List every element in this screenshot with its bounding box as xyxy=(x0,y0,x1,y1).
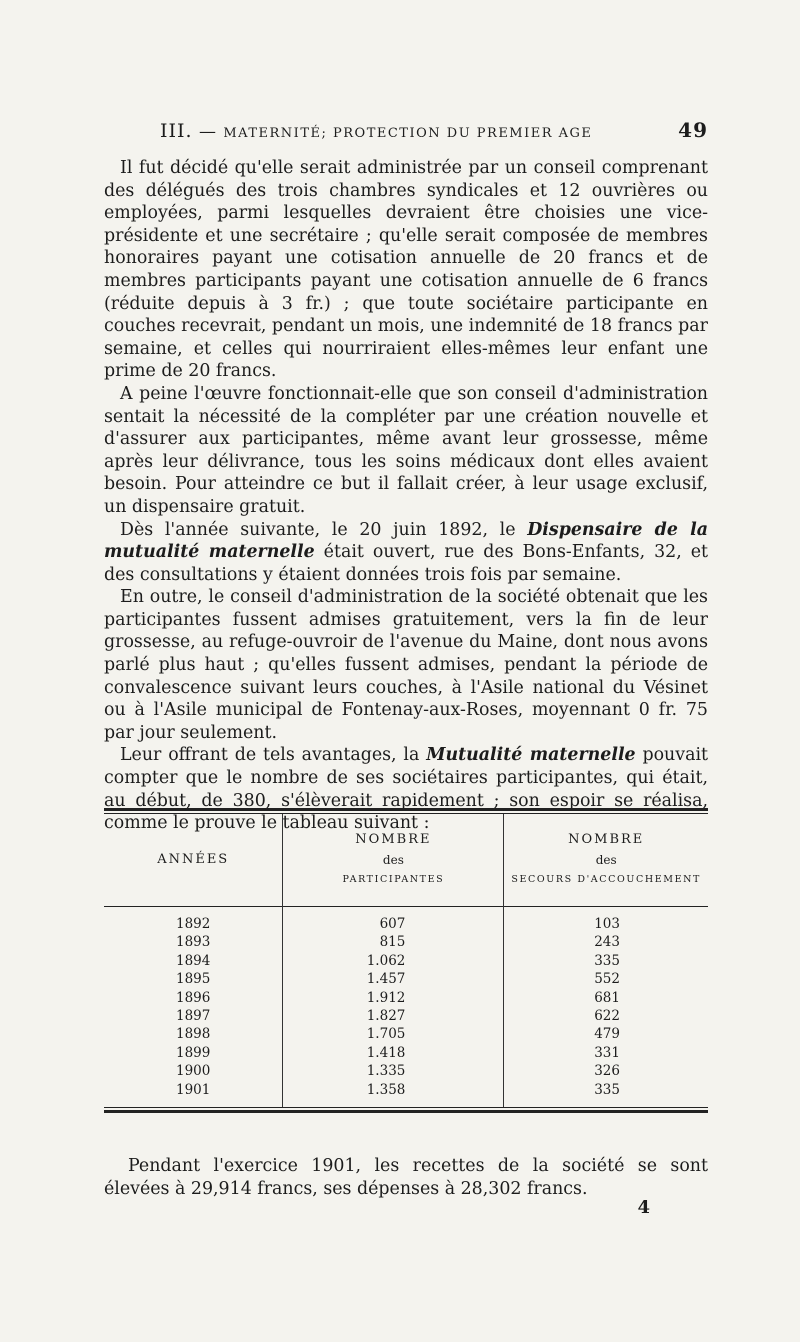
running-head-title xyxy=(160,120,592,142)
table-row: 1897 1.827 622 xyxy=(104,1007,708,1025)
table-row: 1893 815 243 xyxy=(104,933,708,951)
paragraph-3-end: était ouvert, rue des Bons-Enfants, 32, et des consultations y étaient données trois fois par semaine. xyxy=(104,542,708,585)
table-row: 1898 1.705 479 xyxy=(104,1025,708,1043)
paragraph-3 xyxy=(104,519,708,587)
table-row: 1900 1.335 326 xyxy=(104,1062,708,1080)
dispensaire-title: Dispensaire de la mutualité maternelle xyxy=(104,519,708,563)
table-row: 1894 1.062 335 xyxy=(104,952,708,970)
paragraph-5-start: Leur offrant de tels avantages, la xyxy=(120,745,427,766)
signature-mark: 4 xyxy=(637,1197,650,1218)
header-years: ANNÉES xyxy=(157,852,230,867)
body-text xyxy=(104,157,708,835)
chapter-number: III. xyxy=(160,120,193,142)
table-row: 1896 1.912 681 xyxy=(104,989,708,1007)
table-header-row xyxy=(104,814,708,907)
chapter-title: MATERNITÉ; PROTECTION DU PREMIER AGE xyxy=(223,126,593,141)
data-table xyxy=(104,814,708,1107)
table-row: 1895 1.457 552 xyxy=(104,970,708,988)
closing-paragraph: Pendant l'exercice 1901, les recettes de la société se sont élevées à 29,914 francs, ses dépenses à 28,302 francs. xyxy=(104,1156,708,1199)
statistics-table xyxy=(104,808,708,1113)
header-participantes: NOMBRE des PARTICIPANTES xyxy=(283,814,504,907)
title-dash: — xyxy=(198,122,217,142)
table-row: 1899 1.418 331 xyxy=(104,1044,708,1062)
table-bottom-rule xyxy=(104,1107,708,1113)
table-row: 1901 1.358 335 xyxy=(104,1081,708,1107)
paragraph-2: A peine l'œuvre fonctionnait-elle que son conseil d'administration sentait la nécessité de la compléter par une création nouvelle et d'assurer aux participantes, même avant leur grossesse, même après leur délivrance, tous les soins médicaux dont elles avaient besoin. Pour atteindre ce but il fallait créer, à leur usage exclusif, un dispensaire gratuit. xyxy=(104,383,708,517)
paragraph-4: En outre, le conseil d'administration de la société obtenait que les participantes fussent admises gratuitement, vers la fin de leur grossesse, au refuge-ouvroir de l'avenue du Maine, dont nous avons parlé plus haut ; qu'elles fussent admises, pendant la période de convalescence suivant leurs couches, à l'Asile national du Vésinet ou à l'Asile municipal de Fontenay-aux-Roses, moyennant 0 fr. 75 par jour seulement. xyxy=(104,587,708,743)
table-row: 1892 607 103 xyxy=(104,907,708,934)
header-secours: NOMBRE des SECOURS D'ACCOUCHEMENT xyxy=(504,814,708,907)
paragraph-1: Il fut décidé qu'elle serait administrée par un conseil comprenant des délégués des trois chambres syndicales et 12 ouvrières ou employées, parmi lesquelles devraient être choisies une vice-présidente et une secrétaire ; qu'elle serait composée de membres honoraires payant une cotisation annuelle de 20 francs et de membres participants payant une cotisation annuelle de 6 francs (réduite depuis à 3 fr.) ; que toute sociétaire participante en couches recevrait, pendant un mois, une indemnité de 18 francs par semaine, et celles qui nourriraient elles-mêmes leur enfant une prime de 20 francs. xyxy=(104,158,708,382)
page-number: 49 xyxy=(678,118,708,142)
running-head xyxy=(160,118,708,142)
paragraph-3-start: Dès l'année suivante, le 20 juin 1892, le xyxy=(120,519,528,540)
paragraph-5-end: pouvait compter que le nombre de ses sociétaires participantes, qui était, au début, de 380, s'élèverait rapidement ; son espoir se réalisa, comme le prouve le tableau suivant : xyxy=(104,745,709,834)
mutualite-title: Mutualité maternelle xyxy=(426,745,636,766)
